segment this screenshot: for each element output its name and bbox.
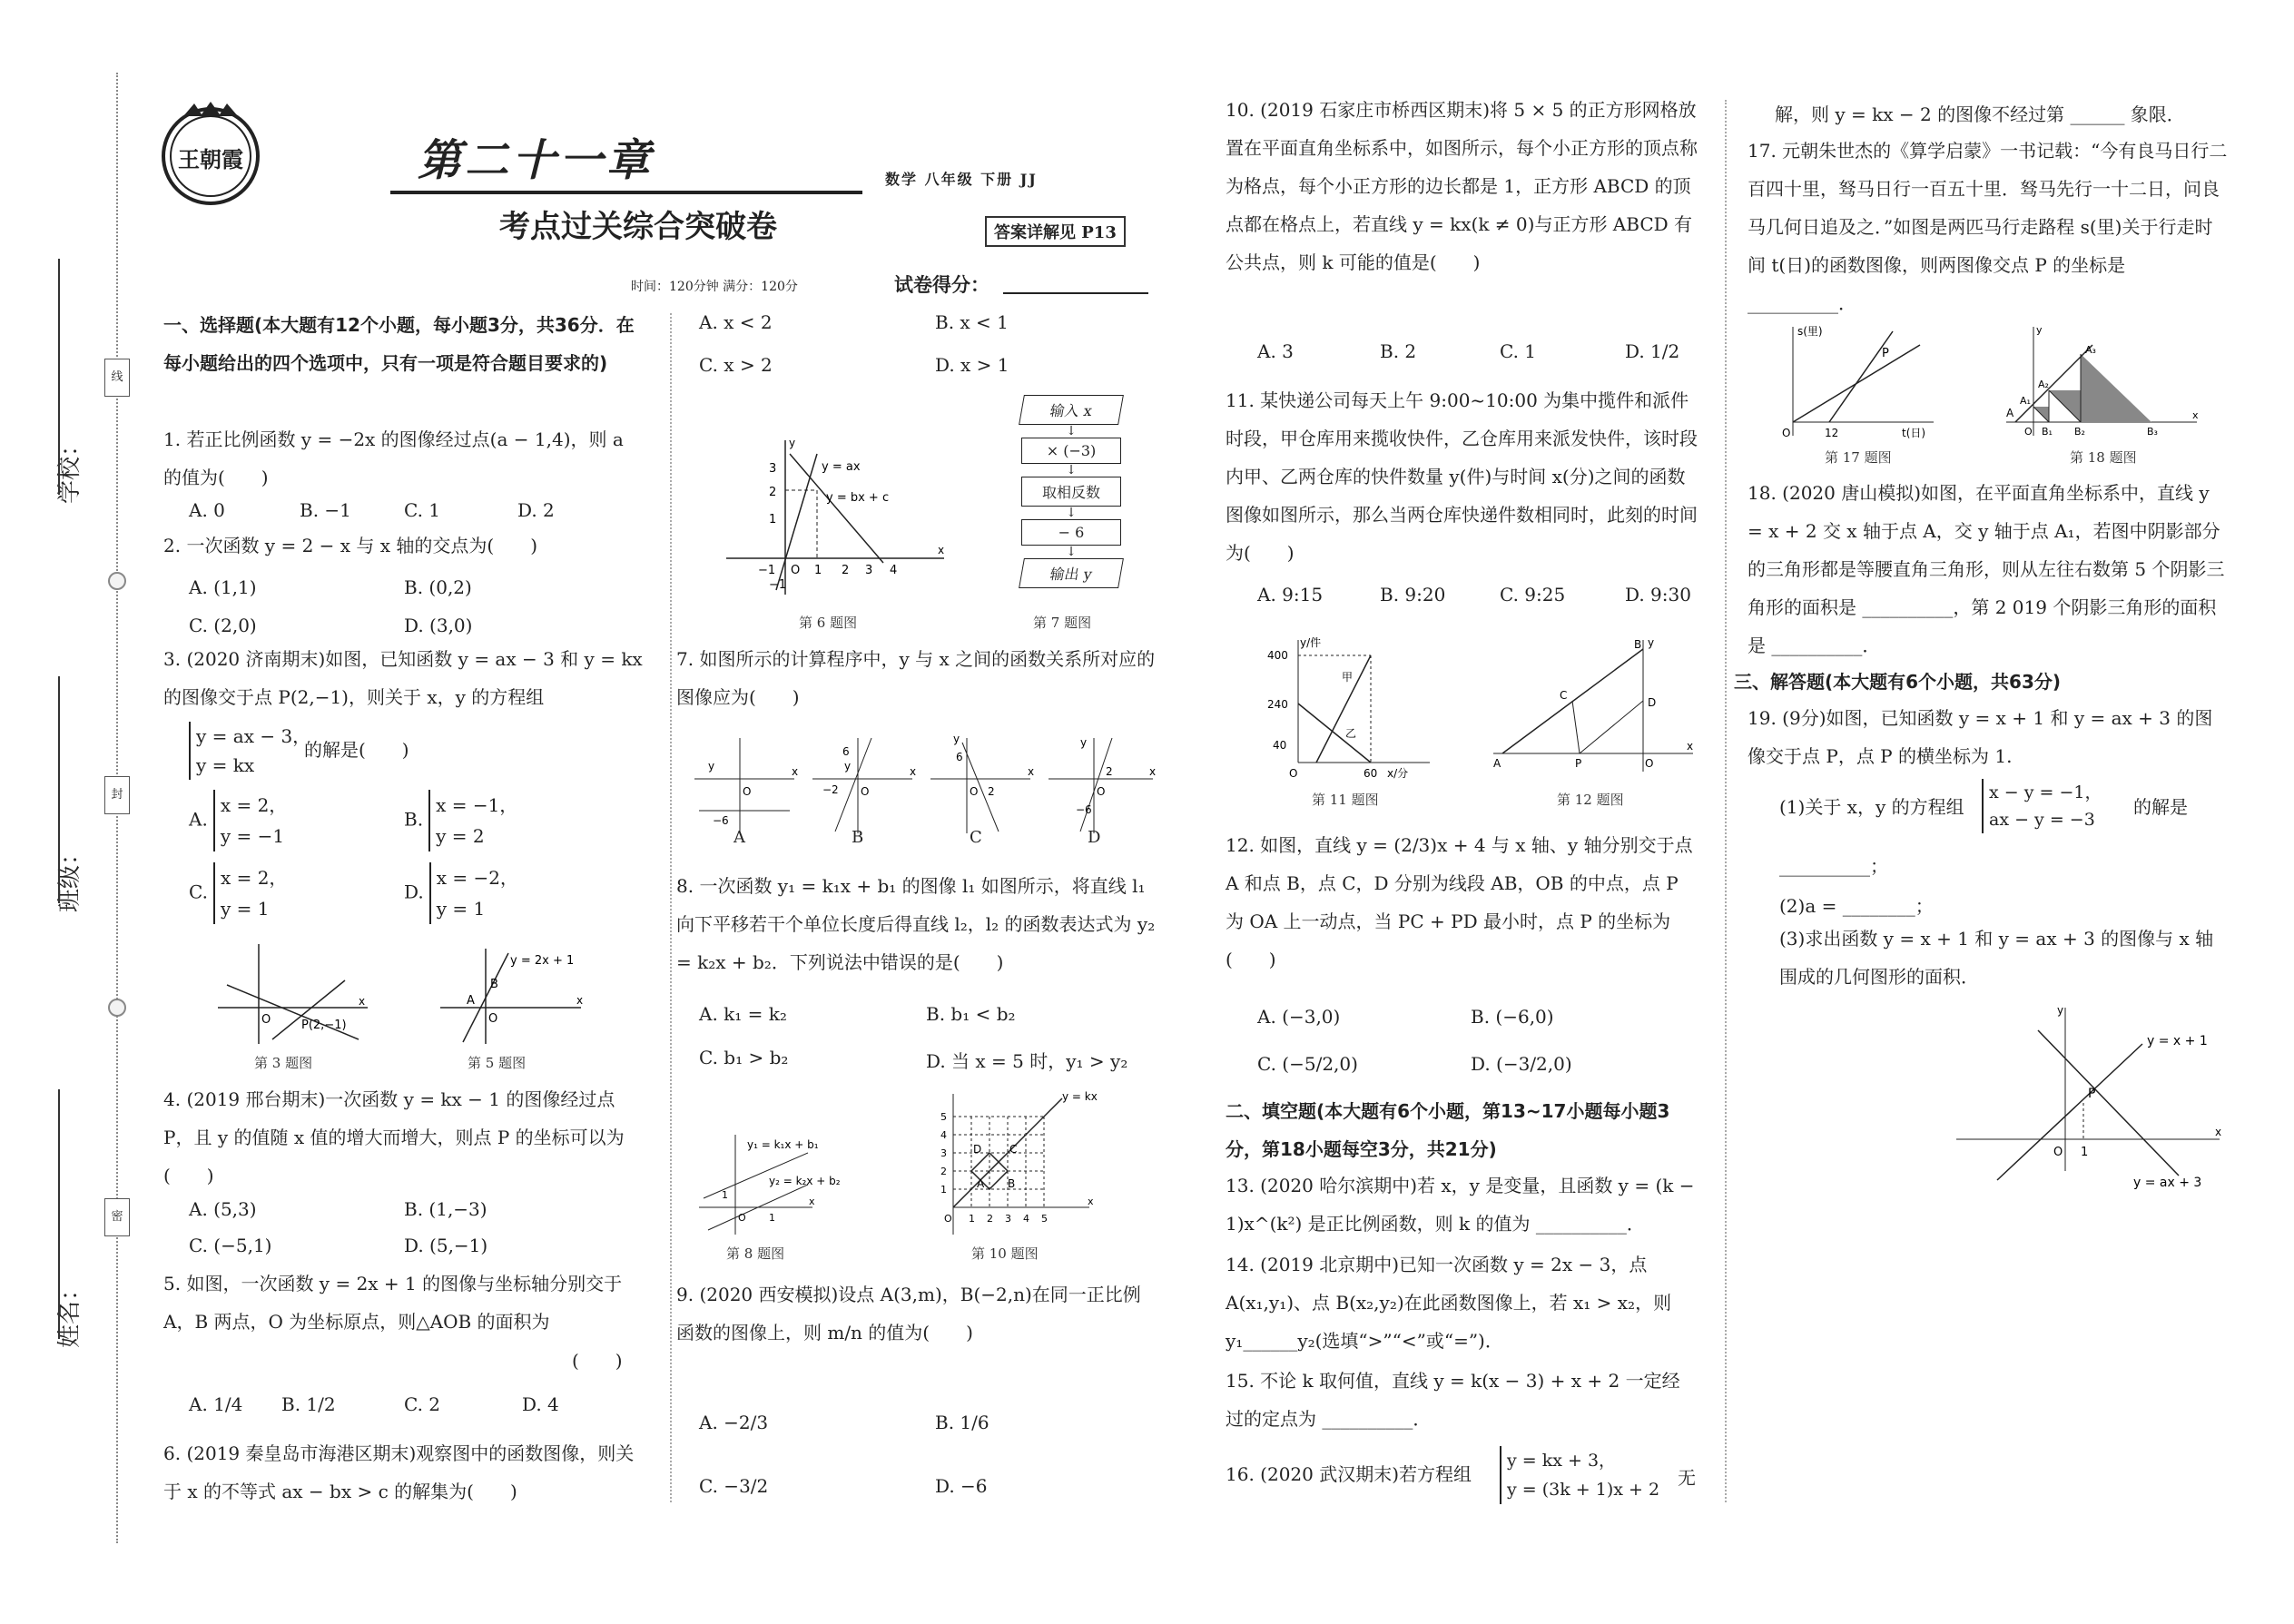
question-11: 11. 某快递公司每天上午 9:00~10:00 为集中揽件和派件时段，甲仓库用来揽收快件，乙仓库用来派发快件，该时段内甲、乙两仓库的快件数量 y(件)与时间 x(分)之间的函数图像如图所示，那么当两仓库快递件数相同时，此刻的时间为( ) xyxy=(1226,389,1698,564)
svg-text:1: 1 xyxy=(722,1189,728,1201)
svg-text:y: y xyxy=(2057,1004,2064,1017)
q3-option-b[interactable]: B. x = −1， y = 2 xyxy=(404,790,517,851)
q3-option-a[interactable]: A. x = 2， y = −1 xyxy=(189,790,287,851)
binding-strip xyxy=(0,0,123,1624)
figure-q6 xyxy=(722,436,953,599)
figure-q19 xyxy=(1952,1003,2224,1194)
svg-text:x: x xyxy=(938,544,945,556)
q1-option-c[interactable]: C. 1 xyxy=(404,499,441,521)
q5-option-c[interactable]: C. 2 xyxy=(404,1393,441,1415)
q19-equation-system xyxy=(1982,779,2102,833)
svg-text:O: O xyxy=(1097,785,1106,798)
svg-text:40: 40 xyxy=(1273,739,1287,752)
svg-text:y: y xyxy=(953,733,960,745)
caption-q12: 第 12 题图 xyxy=(1557,792,1624,808)
flow-step-subtract: − 6 xyxy=(1021,519,1121,546)
svg-text:B₁: B₁ xyxy=(2042,426,2053,438)
svg-text:12: 12 xyxy=(1825,427,1839,439)
q3-tail: 的解是( ) xyxy=(304,739,409,761)
svg-text:x: x xyxy=(910,765,917,778)
q10-option-d[interactable]: D. 1/2 xyxy=(1625,340,1680,362)
svg-text:3: 3 xyxy=(1005,1213,1011,1225)
q1-option-d[interactable]: D. 2 xyxy=(517,499,555,521)
q19-part3: (3)求出函数 y = x + 1 和 y = ax + 3 的图像与 x 轴围成的几何图形的面积． xyxy=(1779,928,2214,988)
svg-text:O: O xyxy=(1782,427,1791,439)
figure-q5 xyxy=(436,944,590,1048)
svg-text:A₂: A₂ xyxy=(2038,379,2049,390)
flow-step-negate: 取相反数 xyxy=(1021,477,1121,507)
q6-option-c[interactable]: C. x > 2 xyxy=(699,354,773,376)
score-label: 试卷得分： xyxy=(894,274,989,296)
svg-text:60: 60 xyxy=(1364,767,1378,780)
time-score: 时间：120分钟 满分：120分 xyxy=(631,280,798,294)
class-label: 班级： xyxy=(56,841,84,912)
book-meta: 数学 八年级 下册 JJ xyxy=(885,171,1038,188)
question-13: 13. (2020 哈尔滨期中)若 x，y 是变量，且函数 y = (k − 1)x^(k²) 是正比例函数，则 k 的值为 __________． xyxy=(1226,1175,1695,1235)
q9-option-c[interactable]: C. −3/2 xyxy=(699,1475,769,1497)
svg-text:−1: −1 xyxy=(769,578,787,592)
question-9: 9. (2020 西安模拟)设点 A(3,m)，B(−2,n)在同一正比例函数的图像上，则 m/n 的值为( ) xyxy=(676,1284,1141,1343)
figure-q12 xyxy=(1489,635,1698,776)
section1-heading: 一、选择题(本大题有12个小题，每小题3分，共36分．在每小题给出的四个选项中，只有一项是符合题目要求的) xyxy=(163,314,635,374)
figure-q10 xyxy=(926,1089,1098,1239)
caption-q11: 第 11 题图 xyxy=(1312,792,1379,808)
seal-secret: 密 xyxy=(104,1198,130,1236)
svg-text:乙: 乙 xyxy=(1345,727,1357,740)
school-label: 学校： xyxy=(56,432,84,504)
flow-step-multiply: × (−3) xyxy=(1021,438,1121,464)
q5-option-d[interactable]: D. 4 xyxy=(522,1393,559,1415)
svg-text:2: 2 xyxy=(988,785,995,798)
svg-text:y: y xyxy=(1080,736,1088,749)
school-blank xyxy=(58,259,60,495)
svg-text:y/件: y/件 xyxy=(1300,636,1322,649)
q8-option-d[interactable]: D. 当 x = 5 时，y₁ > y₂ xyxy=(926,1050,1128,1072)
caption-q8: 第 8 题图 xyxy=(726,1245,785,1262)
logo-text: 王朝霞 xyxy=(178,146,243,172)
svg-text:s(里): s(里) xyxy=(1797,325,1823,338)
svg-text:5: 5 xyxy=(940,1111,947,1123)
svg-text:4: 4 xyxy=(1023,1213,1029,1225)
q7-graph-a xyxy=(694,738,798,833)
q11-option-b[interactable]: B. 9:20 xyxy=(1380,584,1446,605)
figure-q8 xyxy=(694,1130,841,1239)
q19-part1-tail: 的解是 xyxy=(2133,796,2188,818)
column-divider xyxy=(670,313,672,1502)
q7-option-c[interactable]: C xyxy=(970,828,982,847)
svg-text:4: 4 xyxy=(940,1129,947,1141)
svg-text:B: B xyxy=(490,978,498,991)
svg-text:3: 3 xyxy=(940,1147,947,1159)
q19-eq2: ax − y = −3 xyxy=(1989,810,2095,830)
answer-ref: 答案详解见 P13 xyxy=(985,216,1126,247)
q6-option-a[interactable]: A. x < 2 xyxy=(699,311,773,333)
svg-text:O: O xyxy=(261,1013,271,1027)
svg-text:y₂ = k₂x + b₂: y₂ = k₂x + b₂ xyxy=(769,1175,841,1187)
score-blank[interactable] xyxy=(1003,292,1148,294)
svg-text:O: O xyxy=(1289,767,1298,780)
question-4: 4. (2019 邢台期末)一次函数 y = kx − 1 的图像经过点 P，且 y 的值随 x 值的增大而增大，则点 P 的坐标可以为( ) xyxy=(163,1088,625,1186)
q7-graph-b xyxy=(812,738,916,833)
exam-subtitle: 考点过关综合突破卷 xyxy=(499,209,777,245)
svg-text:1: 1 xyxy=(769,1212,775,1224)
question-6: 6. (2019 秦皇岛市海港区期末)观察图中的函数图像，则关于 x 的不等式 ax − bx > c 的解集为( ) xyxy=(163,1442,635,1502)
svg-text:y: y xyxy=(708,760,715,773)
svg-text:x: x xyxy=(1028,765,1035,778)
svg-text:−6: −6 xyxy=(713,814,729,827)
svg-text:x: x xyxy=(2192,409,2199,421)
q19-graph-label-2: y = ax + 3 xyxy=(2133,1176,2202,1190)
q19-part2[interactable]: (2)a = ________； xyxy=(1779,895,1934,917)
svg-text:O: O xyxy=(970,785,979,798)
svg-text:2: 2 xyxy=(1106,765,1113,778)
svg-text:1: 1 xyxy=(940,1184,947,1196)
question-18: 18. (2020 唐山模拟)如图，在平面直角坐标系中，直线 y = x + 2 交 x 轴于点 A，交 y 轴于点 A₁，若图中阴影部分的三角形都是等腰直角三角形，则从左往右数第 5 个阴影三角形的面积是 __________，第 2 019 个阴影三角形的面积是 __________． xyxy=(1748,482,2225,656)
svg-text:O: O xyxy=(743,785,752,798)
svg-text:O: O xyxy=(1645,757,1654,770)
svg-text:y: y xyxy=(844,760,852,773)
q5-answer-bracket: ( ) xyxy=(572,1350,623,1372)
svg-text:C: C xyxy=(1009,1143,1018,1156)
q7-graph-c xyxy=(930,733,1034,833)
q6-option-b[interactable]: B. x < 1 xyxy=(935,311,1009,333)
q7-option-a[interactable]: A xyxy=(733,828,745,847)
question-15: 15. 不论 k 取何值，直线 y = k(x − 3) + x + 2 一定经过的定点为 __________． xyxy=(1226,1370,1680,1430)
q3-eq2: y = kx xyxy=(196,754,255,776)
svg-text:2: 2 xyxy=(842,564,850,577)
q1-option-a[interactable]: A. 0 xyxy=(189,499,225,521)
q3-equation-system xyxy=(189,722,310,780)
flowchart-q7: 输入 x ↓ × (−3) ↓ 取相反数 ↓ − 6 ↓ 输出 y xyxy=(1021,395,1121,588)
q9-option-a[interactable]: A. −2/3 xyxy=(699,1412,769,1433)
q19-part1: (1)关于 x，y 的方程组 xyxy=(1779,796,1964,818)
question-2: 2. 一次函数 y = 2 − x 与 x 轴的交点为( ) xyxy=(163,535,538,556)
svg-text:2: 2 xyxy=(769,486,777,499)
svg-text:y₁ = k₁x + b₁: y₁ = k₁x + b₁ xyxy=(747,1138,819,1151)
question-5: 5. 如图，一次函数 y = 2x + 1 的图像与坐标轴分别交于 A，B 两点，O 为坐标原点，则△AOB 的面积为 xyxy=(163,1273,623,1333)
svg-text:y = ax: y = ax xyxy=(822,460,861,474)
q9-option-b[interactable]: B. 1/6 xyxy=(935,1412,989,1433)
svg-text:2: 2 xyxy=(987,1213,993,1225)
question-16-continued: 解，则 y = kx − 2 的图像不经过第 ______ 象限． xyxy=(1775,103,2185,125)
svg-text:y: y xyxy=(789,437,796,449)
svg-text:−2: −2 xyxy=(822,783,839,796)
svg-text:x: x xyxy=(359,995,366,1008)
q16-equation-system xyxy=(1500,1446,1659,1504)
q16-eq2: y = (3k + 1)x + 2 xyxy=(1507,1480,1660,1500)
svg-text:y = bx + c: y = bx + c xyxy=(826,491,890,505)
svg-text:A: A xyxy=(467,994,475,1008)
q8-option-a[interactable]: A. k₁ = k₂ xyxy=(699,1003,787,1025)
svg-text:B₃: B₃ xyxy=(2147,426,2158,438)
q4-option-c[interactable]: C. (−5,1) xyxy=(189,1235,272,1256)
svg-text:O: O xyxy=(738,1212,746,1224)
q9-option-d[interactable]: D. −6 xyxy=(935,1475,988,1497)
q3-option-c[interactable]: C. x = 2， y = 1 xyxy=(189,862,287,924)
svg-text:3: 3 xyxy=(769,462,777,476)
q19-eq1: x − y = −1， xyxy=(1989,782,2102,802)
q3-eq1: y = ax − 3， xyxy=(196,725,311,747)
q11-option-a[interactable]: A. 9:15 xyxy=(1257,584,1324,605)
svg-text:O: O xyxy=(791,564,801,577)
seal-line: 线 xyxy=(104,359,130,397)
q4-option-d[interactable]: D. (5,−1) xyxy=(404,1235,488,1256)
question-7: 7. 如图所示的计算程序中，y 与 x 之间的函数关系所对应的图像应为( ) xyxy=(676,648,1156,708)
caption-q17: 第 17 题图 xyxy=(1825,449,1892,466)
caption-q6: 第 6 题图 xyxy=(799,615,858,631)
svg-text:1: 1 xyxy=(969,1213,975,1225)
svg-text:5: 5 xyxy=(1041,1213,1048,1225)
q12-option-a[interactable]: A. (−3,0) xyxy=(1257,1006,1341,1028)
question-17: 17. 元朝朱世杰的《算学启蒙》一书记载：“今有良马日行二百四十里，驽马日行一百五十里．驽马先行一十二日，问良马几何日追及之．”如图是两匹马行走路程 s(里)关于行走时间 t(日)的函数图像，则两图像交点 P 的坐标是 __________． xyxy=(1748,140,2228,314)
q11-option-d[interactable]: D. 9:30 xyxy=(1625,584,1691,605)
svg-text:A: A xyxy=(1493,757,1501,770)
caption-q18: 第 18 题图 xyxy=(2070,449,2137,466)
column-divider xyxy=(1725,100,1727,1502)
q16-tail: 无 xyxy=(1678,1467,1696,1489)
svg-text:y: y xyxy=(1648,636,1655,649)
svg-text:x: x xyxy=(1088,1196,1094,1207)
svg-text:B₂: B₂ xyxy=(2074,426,2085,438)
svg-text:x: x xyxy=(1687,740,1694,753)
question-12: 12. 如图，直线 y = (2/3)x + 4 与 x 轴、y 轴分别交于点 A 和点 B，点 C，D 分别为线段 AB，OB 的中点，点 P 为 OA 上一动点，当 PC + PD 最小时，点 P 的坐标为( ) xyxy=(1226,834,1693,970)
question-14: 14. (2019 北京期中)已知一次函数 y = 2x − 3，点 A(x₁,y₁)、点 B(x₂,y₂)在此函数图像上，若 x₁ > x₂，则 y₁______y₂(选填“>”“<”或“=”)． xyxy=(1226,1254,1672,1352)
svg-text:1: 1 xyxy=(814,564,822,577)
svg-text:O: O xyxy=(861,785,870,798)
svg-text:x: x xyxy=(576,994,584,1007)
svg-text:B: B xyxy=(1634,638,1642,651)
class-blank xyxy=(58,676,60,903)
svg-text:400: 400 xyxy=(1267,649,1288,662)
question-1: 1. 若正比例函数 y = −2x 的图像经过点(a − 1,4)，则 a 的值为( ) xyxy=(163,428,624,488)
question-10: 10. (2019 石家庄市桥西区期末)将 5 × 5 的正方形网格放置在平面直角坐标系中，如图所示，每个小正方形的顶点称为格点，每个小正方形的边长都是 1，正方形 ABCD 的顶点都在格点上，若直线 y = kx(k ≠ 0)与正方形 ABCD 有公共点，则 k 可能的值是( ) xyxy=(1226,99,1698,273)
q8-option-c[interactable]: C. b₁ > b₂ xyxy=(699,1047,789,1068)
svg-text:P: P xyxy=(1575,757,1582,770)
q12-option-d[interactable]: D. (−3/2,0) xyxy=(1471,1053,1572,1075)
svg-text:1: 1 xyxy=(769,513,777,527)
q2-option-b[interactable]: B. (0,2) xyxy=(404,576,472,598)
svg-text:P: P xyxy=(2088,1087,2096,1101)
svg-text:C: C xyxy=(1560,689,1568,702)
q8-option-b[interactable]: B. b₁ < b₂ xyxy=(926,1003,1016,1025)
svg-text:P(2,−1): P(2,−1) xyxy=(301,1019,347,1032)
figure-q11 xyxy=(1262,635,1434,785)
svg-text:−1: −1 xyxy=(758,564,776,577)
svg-text:x: x xyxy=(792,765,799,778)
svg-text:O: O xyxy=(944,1213,952,1225)
q5-option-b[interactable]: B. 1/2 xyxy=(281,1393,336,1415)
question-19: 19. (9分)如图，已知函数 y = x + 1 和 y = ax + 3 的图像交于点 P，点 P 的横坐标为 1. xyxy=(1748,707,2213,767)
svg-text:−6: −6 xyxy=(1076,803,1092,816)
caption-q10: 第 10 题图 xyxy=(971,1245,1039,1262)
title-rule xyxy=(390,191,862,194)
question-3: 3. (2020 济南期末)如图，已知函数 y = ax − 3 和 y = kx 的图像交于点 P(2,−1)，则关于 x，y 的方程组 xyxy=(163,648,643,708)
q2-option-c[interactable]: C. (2,0) xyxy=(189,615,257,636)
q11-option-c[interactable]: C. 9:25 xyxy=(1500,584,1566,605)
svg-text:t(日): t(日) xyxy=(1902,427,1926,439)
q10-option-a[interactable]: A. 3 xyxy=(1257,340,1294,362)
svg-text:3: 3 xyxy=(865,564,873,577)
name-label: 姓名： xyxy=(56,1276,84,1348)
figure-q18 xyxy=(2002,322,2201,445)
svg-text:O: O xyxy=(2053,1146,2063,1159)
caption-q7: 第 7 题图 xyxy=(1033,615,1092,631)
question-8: 8. 一次函数 y₁ = k₁x + b₁ 的图像 l₁ 如图所示，将直线 l₁ 向下平移若干个单位长度后得直线 l₂，l₂ 的函数表达式为 y₂ = k₂x + b₂．下列说法中错误的是( ) xyxy=(676,875,1156,973)
q16-eq1: y = kx + 3， xyxy=(1507,1451,1617,1471)
svg-text:x: x xyxy=(1149,765,1157,778)
svg-text:y = kx: y = kx xyxy=(1062,1090,1098,1103)
figure-q17 xyxy=(1775,322,1938,445)
svg-text:P: P xyxy=(1882,347,1889,360)
q2-option-d[interactable]: D. (3,0) xyxy=(404,615,473,636)
caption-q5: 第 5 题图 xyxy=(468,1055,527,1071)
svg-text:y: y xyxy=(2036,324,2043,336)
q2-option-a[interactable]: A. (1,1) xyxy=(189,576,257,598)
q7-option-d[interactable]: D xyxy=(1088,828,1101,847)
q10-option-c[interactable]: C. 1 xyxy=(1500,340,1537,362)
svg-text:4: 4 xyxy=(890,564,898,577)
q1-option-b[interactable]: B. −1 xyxy=(300,499,351,521)
section2-heading: 二、填空题(本大题有6个小题，第13~17小题每小题3分，第18小题每空3分，共21分) xyxy=(1226,1100,1670,1160)
seal-seal: 封 xyxy=(104,776,130,814)
question-16: 16. (2020 武汉期末)若方程组 xyxy=(1226,1463,1472,1485)
q5-option-a[interactable]: A. 1/4 xyxy=(189,1393,243,1415)
q12-option-b[interactable]: B. (−6,0) xyxy=(1471,1006,1554,1028)
binding-hole xyxy=(108,999,126,1017)
svg-text:甲: 甲 xyxy=(1342,671,1354,684)
svg-text:B: B xyxy=(1008,1177,1016,1190)
flow-output: 输出 y xyxy=(1019,558,1124,588)
q4-option-b[interactable]: B. (1,−3) xyxy=(404,1198,487,1220)
flow-input: 输入 x xyxy=(1019,395,1124,425)
svg-text:240: 240 xyxy=(1267,698,1288,711)
svg-text:x: x xyxy=(2215,1126,2222,1138)
q19-answer-blank-1[interactable]: __________； xyxy=(1779,855,1888,877)
binding-hole xyxy=(108,572,126,590)
svg-text:A: A xyxy=(977,1177,985,1190)
svg-text:y = 2x + 1: y = 2x + 1 xyxy=(510,954,575,968)
q19-graph-label-1: y = x + 1 xyxy=(2147,1034,2208,1048)
figure-q3 xyxy=(209,940,372,1048)
logo xyxy=(156,100,265,209)
svg-text:1: 1 xyxy=(2081,1146,2089,1159)
svg-text:D: D xyxy=(973,1143,982,1156)
q10-option-b[interactable]: B. 2 xyxy=(1380,340,1417,362)
q4-option-a[interactable]: A. (5,3) xyxy=(189,1198,257,1220)
svg-text:A₃: A₃ xyxy=(2085,344,2096,356)
name-blank xyxy=(58,1089,60,1339)
svg-text:x/分: x/分 xyxy=(1387,767,1409,780)
svg-text:O: O xyxy=(488,1012,498,1026)
svg-text:O: O xyxy=(2024,426,2033,438)
section3-heading: 三、解答题(本大题有6个小题，共63分) xyxy=(1734,671,2062,693)
svg-text:A₁: A₁ xyxy=(2020,395,2031,407)
svg-text:D: D xyxy=(1648,696,1657,709)
q7-graph-d xyxy=(1049,736,1156,833)
q12-option-c[interactable]: C. (−5/2,0) xyxy=(1257,1053,1358,1075)
svg-text:6: 6 xyxy=(842,745,850,758)
svg-text:A: A xyxy=(2006,407,2014,419)
svg-text:6: 6 xyxy=(956,751,963,763)
svg-text:x: x xyxy=(809,1196,815,1207)
q3-option-d[interactable]: D. x = −2， y = 1 xyxy=(404,862,518,924)
q6-option-d[interactable]: D. x > 1 xyxy=(935,354,1009,376)
caption-q3: 第 3 题图 xyxy=(254,1055,313,1071)
chapter-title: 第二十一章 xyxy=(418,135,655,186)
svg-text:2: 2 xyxy=(940,1166,947,1177)
q7-option-b[interactable]: B xyxy=(852,828,864,847)
